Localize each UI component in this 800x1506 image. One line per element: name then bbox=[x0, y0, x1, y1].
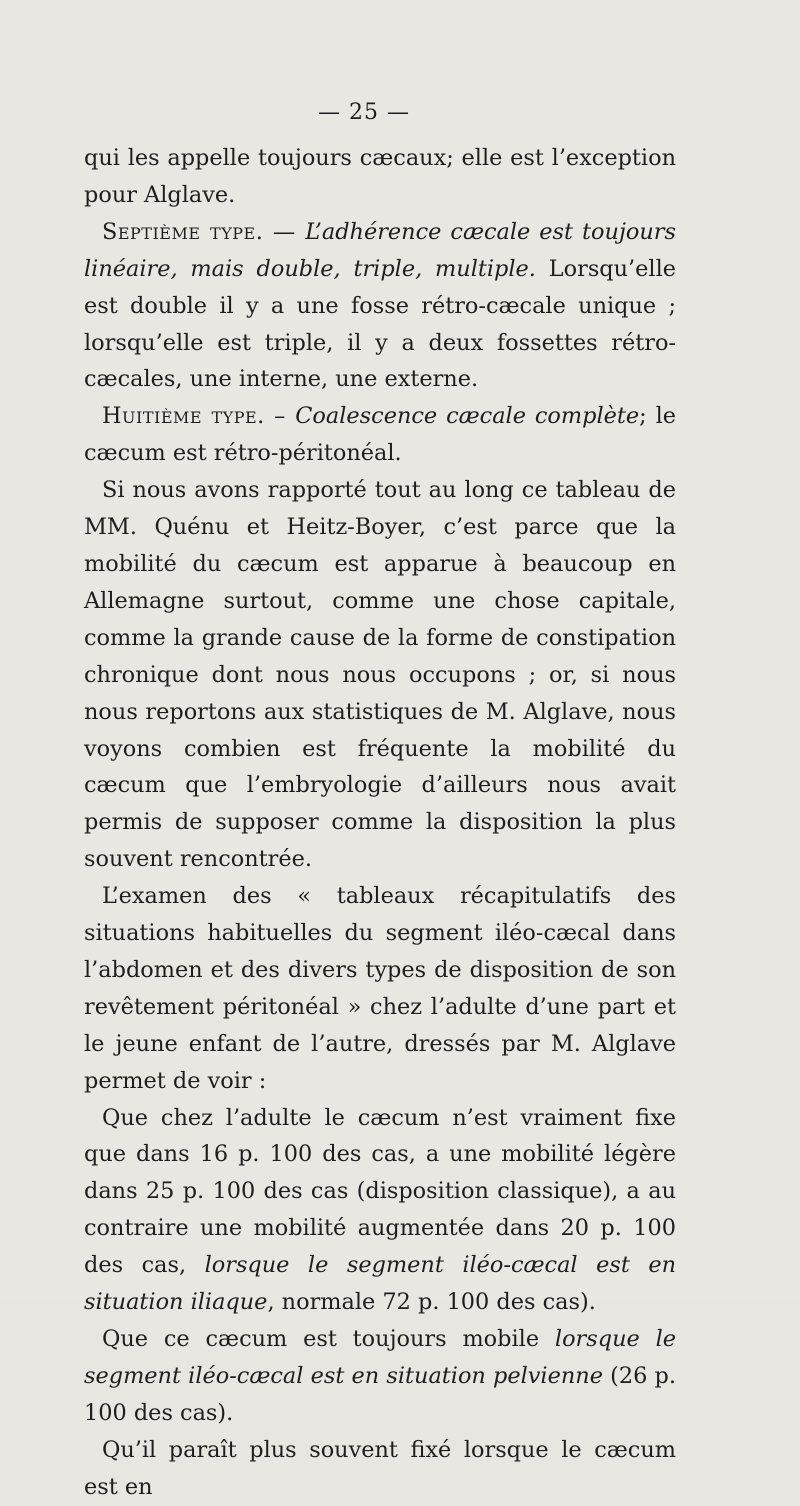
text-run: Lorsqu’elle est double il y a une fosse rétro-cæcale unique ; lorsqu’elle est triple, il y a deux fossettes rétro-cæcales, une interne, une externe. bbox=[84, 255, 677, 393]
page-number: — 25 — bbox=[318, 100, 410, 125]
text-run: Qu’il paraît plus souvent fixé lorsque le cæcum est en bbox=[84, 1436, 676, 1500]
text-run: Si nous avons rapporté tout au long ce tableau de MM. Quénu et Heitz-Boyer, c’est parce que la mobilité du cæcum est apparue à beaucoup en Allemagne surtout, comme une chose capitale, comme la grande cause de la forme de constipation chronique dont nous nous occupons ; or, si nous nous reportons aux statistiques de M. Alglave, nous voyons combien est fréquente la mobilité du cæcum que l’embryologie d’ailleurs nous avait permis de supposer comme la disposition la plus souvent rencontrée. bbox=[84, 477, 676, 873]
paragraph bbox=[84, 1321, 676, 1432]
paragraph bbox=[84, 1432, 676, 1506]
text-run: L’examen des « tableaux récapitulatifs des situations habituelles du segment iléo-cæcal dans l’abdomen et des divers types de disposition de son revêtement péritonéal » chez l’adulte d’une part et le jeune enfant de l’autre, dressés par M. Alglave permet de voir : bbox=[84, 883, 676, 1094]
text-run: , normale 72 p. 100 des cas). bbox=[267, 1289, 596, 1316]
section-heading: Septième type. — bbox=[102, 218, 306, 245]
emphasis-text: L’adhérence cæcale est toujours linéaire, mais double, triple, multiple. bbox=[84, 218, 676, 282]
paragraph bbox=[84, 140, 676, 214]
section-heading: Huitième type. – bbox=[102, 403, 296, 430]
text-run: qui les appelle toujours cæcaux; elle est l’exception pour Alglave. bbox=[84, 145, 676, 208]
paragraph bbox=[84, 214, 676, 399]
paragraph bbox=[84, 472, 676, 878]
paragraph bbox=[84, 398, 676, 472]
emphasis-text: lorsque le segment iléo-cæcal est en situation iliaque bbox=[84, 1252, 677, 1316]
paragraph bbox=[84, 1100, 676, 1321]
emphasis-text: Coalescence cæcale complète bbox=[295, 403, 640, 430]
text-run: ; le cæcum est rétro-péritonéal. bbox=[84, 403, 676, 467]
paragraph bbox=[84, 878, 676, 1099]
text-run: (26 p. 100 des cas). bbox=[84, 1362, 676, 1426]
text-run: Que chez l’adulte le cæcum n’est vraiment fixe que dans 16 p. 100 des cas, a une mobilité légère dans 25 p. 100 des cas (disposition classique), a au contraire une mobilité augmentée dans 20 p. 100 des cas, bbox=[84, 1104, 676, 1279]
body-text bbox=[84, 140, 676, 1506]
emphasis-text: lorsque le segment iléo-cæcal est en situation pelvienne bbox=[84, 1326, 676, 1389]
text-run: Que ce cæcum est toujours mobile bbox=[102, 1326, 555, 1352]
